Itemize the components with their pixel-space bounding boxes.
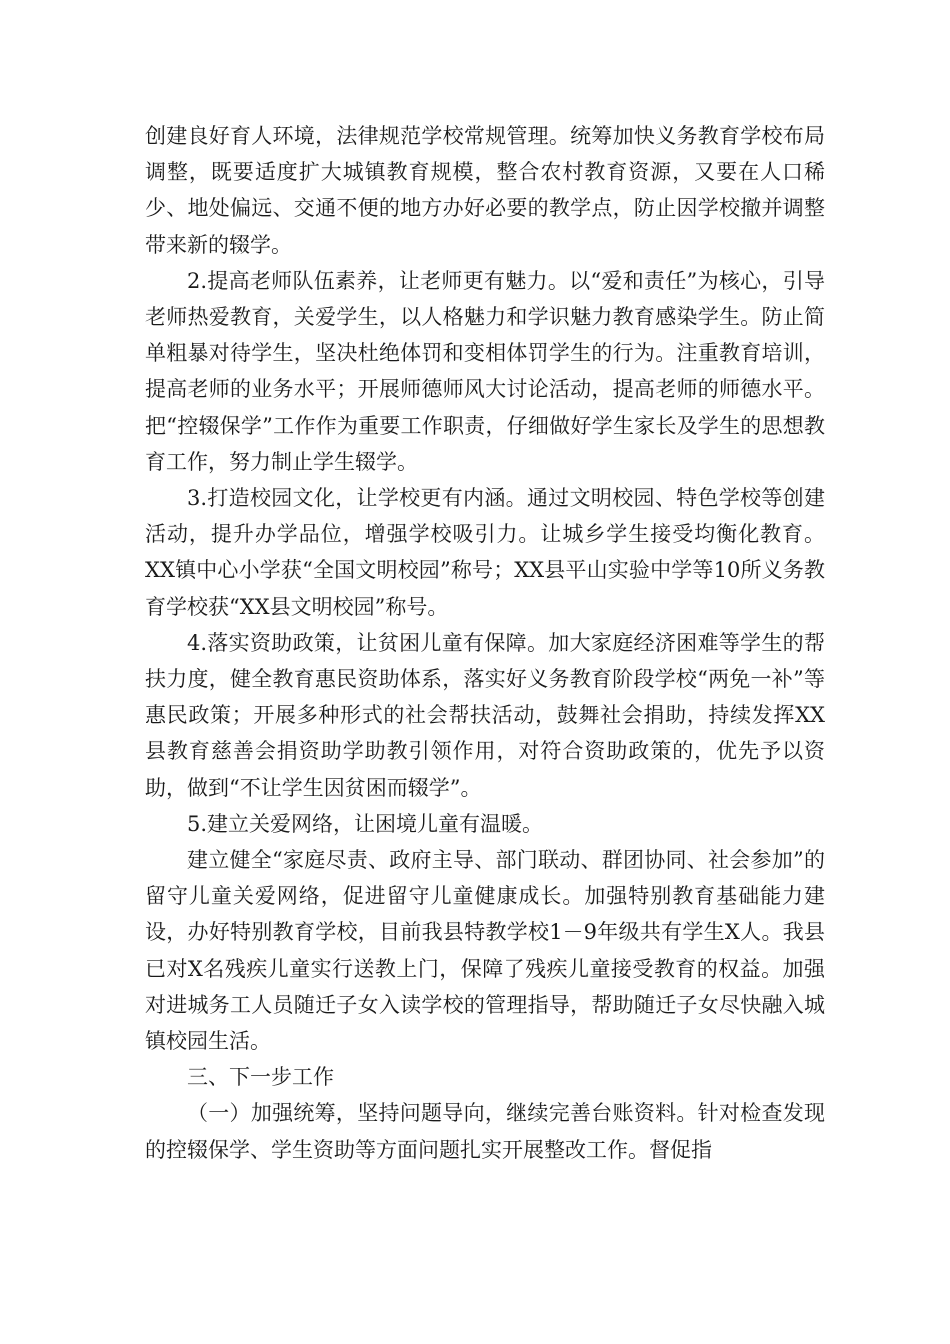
section-heading: 三、下一步工作 xyxy=(187,1065,334,1090)
paragraph-7: （一）加强统筹，坚持问题导向，继续完善台账资料。针对检查发现的控辍保学、学生资助等方面问题扎实开展整改工作。督促指 xyxy=(145,1101,825,1162)
paragraph-1: 创建良好育人环境，法律规范学校常规管理。统筹加快义务教育学校布局调整，既要适度扩大城镇教育规模，整合农村教育资源，又要在人口稀少、地处偏远、交通不便的地方办好必要的教学点，防止因学校撤并调整带来新的辍学。 xyxy=(145,124,825,257)
document-body xyxy=(145,118,825,1168)
paragraph-4: 4.落实资助政策，让贫困儿童有保障。加大家庭经济困难等学生的帮扶力度，健全教育惠民资助体系，落实好义务教育阶段学校“两免一补”等惠民政策；开展多种形式的社会帮扶活动，鼓舞社会捐助，持续发挥XX县教育慈善会捐资助学助教引领作用，对符合资助政策的，优先予以资助，做到“不让学生因贫困而辍学”。 xyxy=(145,630,825,800)
paragraph-5: 5.建立关爱网络，让困境儿童有温暖。 xyxy=(187,811,544,836)
paragraph-6: 建立健全“家庭尽责、政府主导、部门联动、群团协同、社会参加”的留守儿童关爱网络，促进留守儿童健康成长。加强特别教育基础能力建设，办好特别教育学校，目前我县特教学校1－9年级共有学生X人。我县已对X名残疾儿童实行送教上门，保障了残疾儿童接受教育的权益。加强对进城务工人员随迁子女入读学校的管理指导，帮助随迁子女尽快融入城镇校园生活。 xyxy=(145,848,825,1054)
paragraph-2: 2.提高老师队伍素养，让老师更有魅力。以“爱和责任”为核心，引导老师热爱教育，关爱学生，以人格魅力和学识魅力教育感染学生。防止简单粗暴对待学生，坚决杜绝体罚和变相体罚学生的行为。注重教育培训，提高老师的业务水平；开展师德师风大讨论活动，提高老师的师德水平。把“控辍保学”工作作为重要工作职责，仔细做好学生家长及学生的思想教育工作，努力制止学生辍学。 xyxy=(145,268,825,474)
paragraph-3: 3.打造校园文化，让学校更有内涵。通过文明校园、特色学校等创建活动，提升办学品位，增强学校吸引力。让城乡学生接受均衡化教育。XX镇中心小学获“全国文明校园”称号；XX县平山实验中学等10所义务教育学校获“XX县文明校园”称号。 xyxy=(145,486,825,619)
